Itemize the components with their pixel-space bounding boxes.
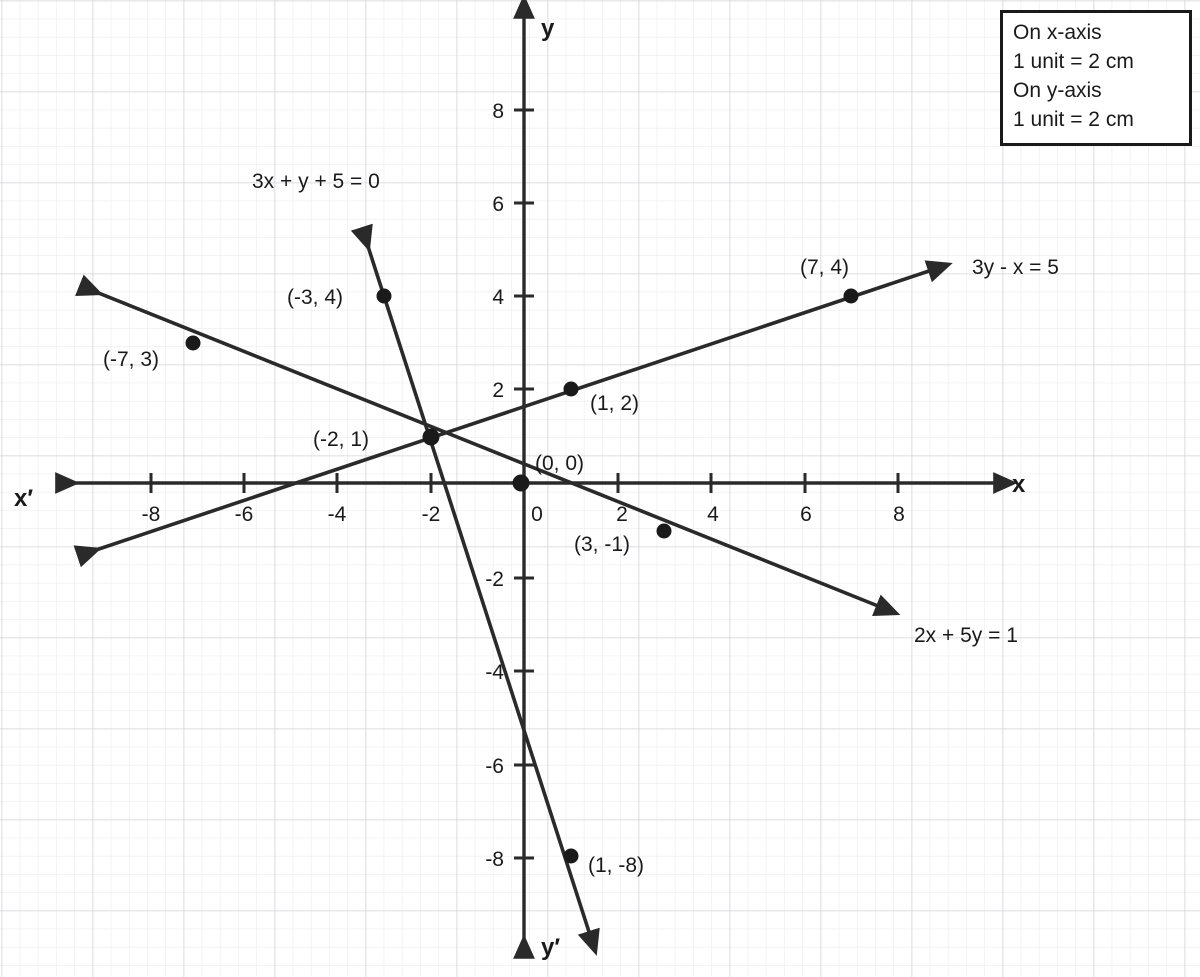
x-tick-label: 6 [800,503,812,526]
x-tick-label: 8 [893,503,905,526]
y-tick-label: 4 [492,286,504,309]
data-points [186,289,859,864]
x-axis-name: x [1012,471,1026,498]
y-tick-label: -6 [485,755,504,778]
line-2x-plus-5y-1 [86,288,883,608]
point-label: (1, 2) [590,392,640,415]
point-marker [377,289,392,304]
x-tick-label: -8 [141,503,161,526]
legend-line: On y-axis [1013,78,1102,102]
line-3x-plus-y-plus-5 [364,234,591,938]
x-tick-label: -6 [234,503,254,526]
origin-point-label: (0, 0) [535,452,585,475]
y-tick-label: 8 [492,100,504,123]
x-tick-label: 2 [616,503,628,526]
y-tick-label: -2 [485,568,504,591]
x-negative-axis-name: x′ [14,485,34,512]
legend-line: 1 unit = 2 cm [1013,49,1134,73]
point-label: (-7, 3) [103,348,160,371]
origin-label: 0 [531,503,543,526]
point-marker [564,849,579,864]
legend-line: 1 unit = 2 cm [1013,107,1134,131]
point-label: (7, 4) [800,256,850,279]
scale-legend [1000,10,1192,146]
point-marker [186,336,201,351]
point-marker [423,429,440,446]
x-tick-label: -2 [421,503,441,526]
y-tick-labels [485,100,504,871]
x-tick-label: 4 [707,503,719,526]
y-tick-label: -8 [485,848,504,871]
y-tick-label: -4 [485,661,504,684]
point-marker [657,524,672,539]
point-label: (3, -1) [574,533,631,556]
y-tick-label: 2 [492,379,504,402]
point-label: (-3, 4) [287,286,344,309]
point-marker [513,475,530,492]
point-labels [103,256,849,877]
line-label: 2x + 5y = 1 [914,624,1018,647]
point-label: (1, -8) [588,854,645,877]
legend-line: On x-axis [1013,21,1102,44]
point-marker [564,382,579,397]
y-axis-name: y [541,15,555,42]
line-labels [252,170,1059,647]
x-tick-label: -4 [327,503,347,526]
point-label: (-2, 1) [313,428,370,451]
y-negative-axis-name: y′ [541,934,561,961]
line-label: 3y - x = 5 [972,256,1059,279]
y-tick-label: 6 [492,193,504,216]
point-marker [844,289,859,304]
line-label: 3x + y + 5 = 0 [252,170,380,193]
